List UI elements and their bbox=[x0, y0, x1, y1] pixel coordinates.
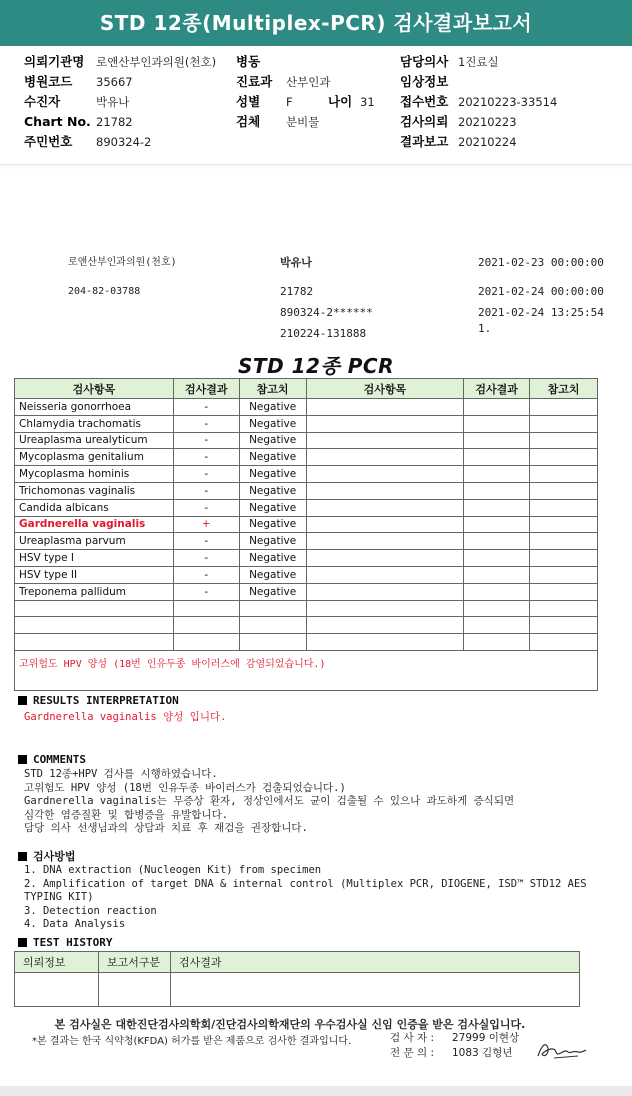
method-line: TYPING KIT) bbox=[24, 891, 94, 903]
empty-cell bbox=[306, 617, 464, 634]
tester-label: 검 사 자 : bbox=[390, 1032, 434, 1044]
comment-line: 담당 의사 선생님과의 상담과 치료 후 재검을 권장합니다. bbox=[24, 822, 308, 834]
empty-cell bbox=[464, 566, 530, 583]
doctor-value: 1083 김형년 bbox=[452, 1047, 513, 1059]
th-report-type: 보고서구분 bbox=[99, 952, 171, 973]
comments-heading bbox=[18, 753, 86, 766]
th-result-1: 검사결과 bbox=[173, 379, 239, 399]
empty-cell bbox=[464, 617, 530, 634]
test-result: - bbox=[173, 566, 239, 583]
test-result: - bbox=[173, 399, 239, 416]
empty-cell bbox=[239, 634, 306, 651]
test-item-name: Neisseria gonorrhoea bbox=[15, 399, 174, 416]
value-doctor: 1진료실 bbox=[458, 55, 499, 69]
label-patient: 수진자 bbox=[24, 94, 61, 109]
empty-cell bbox=[464, 533, 530, 550]
label-chart-no: Chart No. bbox=[24, 114, 91, 129]
doctor-line bbox=[390, 1045, 513, 1060]
empty-cell bbox=[530, 516, 598, 533]
test-result: - bbox=[173, 533, 239, 550]
reference-value: Negative bbox=[239, 482, 306, 499]
results-heading bbox=[18, 694, 179, 707]
header-row-receipt bbox=[400, 92, 557, 112]
bullet-square bbox=[18, 755, 27, 764]
test-item-name: Candida albicans bbox=[15, 499, 174, 516]
label-receipt: 접수번호 bbox=[400, 94, 449, 109]
value-specimen: 분비물 bbox=[286, 115, 320, 129]
label-age: 나이 bbox=[328, 94, 353, 109]
empty-cell bbox=[530, 583, 598, 600]
empty-cell bbox=[15, 617, 174, 634]
empty-cell bbox=[530, 617, 598, 634]
sub-page-number: 1. bbox=[478, 322, 492, 335]
test-result: - bbox=[173, 583, 239, 600]
value-clinic: 로앤산부인과의원(천호) bbox=[96, 55, 217, 69]
sub-id-masked: 890324-2****** bbox=[280, 306, 373, 319]
label-specimen: 검체 bbox=[236, 114, 261, 129]
header-row-id bbox=[24, 132, 216, 152]
empty-cell bbox=[530, 432, 598, 449]
test-result: - bbox=[173, 550, 239, 567]
table-row bbox=[15, 432, 598, 449]
history-table-header bbox=[15, 952, 580, 973]
document-title: STD 12종 PCR bbox=[238, 354, 394, 378]
empty-cell bbox=[306, 415, 464, 432]
empty-cell bbox=[173, 634, 239, 651]
empty-cell bbox=[239, 600, 306, 617]
header-info bbox=[0, 52, 632, 164]
table-row-empty bbox=[15, 600, 598, 617]
sub-clinic-block bbox=[68, 252, 177, 302]
signature-image bbox=[534, 1038, 590, 1062]
sub-chart-no: 21782 bbox=[280, 285, 314, 298]
page-bottom-strip bbox=[0, 1086, 632, 1096]
comment-line: 고위험도 HPV 양성 (18번 인유두종 바이러스가 검출되었습니다.) bbox=[24, 781, 346, 794]
label-dept: 진료과 bbox=[236, 74, 273, 89]
method-line: 2. Amplification of target DNA & internal control (Multiplex PCR, DIOGENE, ISD™ STD12 AES bbox=[24, 877, 587, 890]
table-note-row bbox=[15, 650, 598, 690]
value-request: 20210223 bbox=[458, 115, 517, 129]
bullet-square bbox=[18, 938, 27, 947]
history-heading bbox=[18, 936, 112, 949]
comments-body bbox=[24, 768, 514, 836]
empty-cell bbox=[15, 634, 174, 651]
method-heading bbox=[18, 848, 76, 864]
empty-cell bbox=[306, 566, 464, 583]
empty-cell bbox=[530, 600, 598, 617]
reference-value: Negative bbox=[239, 516, 306, 533]
test-item-name: Chlamydia trachomatis bbox=[15, 415, 174, 432]
footer-kfda-note: *본 결과는 한국 식약청(KFDA) 허가를 받은 제품으로 검사한 결과입니다. bbox=[32, 1036, 352, 1047]
method-line: 1. DNA extraction (Nucleogen Kit) from specimen bbox=[24, 864, 322, 876]
empty-cell bbox=[464, 399, 530, 416]
empty-cell bbox=[306, 449, 464, 466]
report-title: STD 12종(Multiplex-PCR) 검사결과보고서 bbox=[0, 0, 632, 46]
empty-cell bbox=[464, 550, 530, 567]
empty-cell bbox=[306, 600, 464, 617]
table-row-empty bbox=[15, 634, 598, 651]
th-test-result: 검사결과 bbox=[171, 952, 580, 973]
table-row bbox=[15, 583, 598, 600]
value-sex: F bbox=[286, 95, 293, 109]
label-hospital-code: 병원코드 bbox=[24, 74, 73, 89]
history-cell bbox=[171, 973, 580, 1007]
value-hospital-code: 35667 bbox=[96, 75, 133, 89]
header-row-specimen bbox=[236, 112, 375, 132]
sub-date-1: 2021-02-23 00:00:00 bbox=[478, 256, 604, 269]
empty-cell bbox=[464, 583, 530, 600]
table-row bbox=[15, 566, 598, 583]
history-table-row bbox=[15, 973, 580, 1007]
reference-value: Negative bbox=[239, 449, 306, 466]
empty-cell bbox=[173, 600, 239, 617]
header-row-request bbox=[400, 112, 557, 132]
empty-cell bbox=[306, 466, 464, 483]
results-text: Gardnerella vaginalis 양성 입니다. bbox=[24, 711, 227, 723]
header-row-dept bbox=[236, 72, 375, 92]
table-row bbox=[15, 466, 598, 483]
value-chart-no: 21782 bbox=[96, 115, 133, 129]
label-resident-id: 주민번호 bbox=[24, 134, 73, 149]
th-ref-1: 참고치 bbox=[239, 379, 306, 399]
table-row bbox=[15, 550, 598, 567]
sub-patient-block bbox=[280, 252, 373, 344]
test-result: - bbox=[173, 415, 239, 432]
label-doctor: 담당의사 bbox=[400, 54, 449, 69]
sub-date-2: 2021-02-24 00:00:00 bbox=[478, 285, 604, 298]
empty-cell bbox=[530, 415, 598, 432]
empty-cell bbox=[464, 600, 530, 617]
test-item-name: Ureaplasma parvum bbox=[15, 533, 174, 550]
comments-heading-text: COMMENTS bbox=[33, 753, 86, 766]
bullet-square bbox=[18, 852, 27, 861]
test-result: - bbox=[173, 499, 239, 516]
th-item-1: 검사항목 bbox=[15, 379, 174, 399]
test-result: - bbox=[173, 432, 239, 449]
reference-value: Negative bbox=[239, 415, 306, 432]
table-row bbox=[15, 399, 598, 416]
header-row-patient bbox=[24, 92, 216, 112]
reference-value: Negative bbox=[239, 566, 306, 583]
empty-cell bbox=[464, 466, 530, 483]
empty-cell bbox=[306, 634, 464, 651]
empty-cell bbox=[306, 399, 464, 416]
reference-value: Negative bbox=[239, 432, 306, 449]
reference-value: Negative bbox=[239, 583, 306, 600]
reference-value: Negative bbox=[239, 499, 306, 516]
test-item-name: Mycoplasma genitalium bbox=[15, 449, 174, 466]
table-row bbox=[15, 516, 598, 533]
header-row-chart bbox=[24, 112, 216, 132]
table-row bbox=[15, 499, 598, 516]
test-result: - bbox=[173, 466, 239, 483]
test-result: - bbox=[173, 482, 239, 499]
method-heading-text: 검사방법 bbox=[33, 850, 76, 863]
header-row-doctor bbox=[400, 52, 557, 72]
sub-receipt-no: 210224-131888 bbox=[280, 327, 367, 340]
table-row bbox=[15, 482, 598, 499]
empty-cell bbox=[530, 466, 598, 483]
hpv-note: 고위험도 HPV 양성 (18번 인유두종 바이러스에 감염되었습니다.) bbox=[15, 650, 598, 690]
th-result-2: 검사결과 bbox=[464, 379, 530, 399]
method-line: 3. Detection reaction bbox=[24, 904, 157, 917]
label-ward: 병동 bbox=[236, 54, 261, 69]
reference-value: Negative bbox=[239, 550, 306, 567]
empty-cell bbox=[464, 449, 530, 466]
method-body bbox=[24, 864, 587, 932]
header-row-sex bbox=[236, 92, 375, 112]
empty-cell bbox=[464, 499, 530, 516]
test-result: + bbox=[173, 516, 239, 533]
header-col-2 bbox=[236, 52, 375, 132]
sub-clinic-name: 로앤산부인과의원(천호) bbox=[68, 257, 177, 268]
empty-cell bbox=[530, 449, 598, 466]
empty-cell bbox=[239, 617, 306, 634]
doctor-label: 전 문 의 : bbox=[390, 1047, 434, 1059]
test-item-name: HSV type II bbox=[15, 566, 174, 583]
value-patient: 박유나 bbox=[96, 95, 130, 109]
empty-cell bbox=[306, 432, 464, 449]
header-col-3 bbox=[400, 52, 557, 152]
empty-cell bbox=[306, 499, 464, 516]
empty-cell bbox=[530, 550, 598, 567]
label-request: 검사의뢰 bbox=[400, 114, 449, 129]
empty-cell bbox=[530, 533, 598, 550]
empty-cell bbox=[15, 600, 174, 617]
history-table bbox=[14, 951, 580, 1007]
label-report: 결과보고 bbox=[400, 134, 449, 149]
empty-cell bbox=[530, 399, 598, 416]
header-row-clinic bbox=[24, 52, 216, 72]
value-age: 31 bbox=[360, 95, 375, 109]
sub-dates-block bbox=[478, 252, 604, 335]
value-dept: 산부인과 bbox=[286, 75, 331, 89]
header-col-1 bbox=[24, 52, 216, 152]
results-table bbox=[14, 378, 598, 691]
test-item-name: Ureaplasma urealyticum bbox=[15, 432, 174, 449]
history-heading-text: TEST HISTORY bbox=[33, 936, 113, 949]
header-row-ward bbox=[236, 52, 375, 72]
sub-patient-name: 박유나 bbox=[280, 256, 312, 269]
header-divider bbox=[0, 164, 632, 170]
empty-cell bbox=[173, 617, 239, 634]
results-heading-text: RESULTS INTERPRETATION bbox=[33, 694, 179, 707]
empty-cell bbox=[530, 634, 598, 651]
empty-cell bbox=[464, 516, 530, 533]
empty-cell bbox=[306, 550, 464, 567]
label-sex: 성별 bbox=[236, 94, 261, 109]
value-receipt: 20210223-33514 bbox=[458, 95, 558, 109]
th-request-info: 의뢰정보 bbox=[15, 952, 99, 973]
test-item-name: Gardnerella vaginalis bbox=[15, 516, 174, 533]
table-row bbox=[15, 449, 598, 466]
empty-cell bbox=[464, 432, 530, 449]
empty-cell bbox=[530, 499, 598, 516]
comment-line: Gardnerella vaginalis는 무증상 환자, 정상인에서도 균이 검출될 수 있으나 과도하게 증식되면 bbox=[24, 795, 515, 807]
sub-date-3: 2021-02-24 13:25:54 bbox=[478, 306, 604, 319]
method-line: 4. Data Analysis bbox=[24, 918, 126, 930]
comment-line: 심각한 염증질환 및 합병증을 유발합니다. bbox=[24, 808, 229, 821]
value-report: 20210224 bbox=[458, 135, 517, 149]
results-table-header bbox=[15, 379, 598, 399]
history-cell bbox=[99, 973, 171, 1007]
test-item-name: Mycoplasma hominis bbox=[15, 466, 174, 483]
comment-line: STD 12종+HPV 검사를 시행하였습니다. bbox=[24, 768, 218, 780]
empty-cell bbox=[464, 634, 530, 651]
table-row bbox=[15, 415, 598, 432]
empty-cell bbox=[306, 583, 464, 600]
empty-cell bbox=[306, 482, 464, 499]
table-row bbox=[15, 533, 598, 550]
label-clinic: 의뢰기관명 bbox=[24, 54, 85, 69]
reference-value: Negative bbox=[239, 466, 306, 483]
label-clinical: 임상정보 bbox=[400, 74, 449, 89]
tester-value: 27999 이현상 bbox=[452, 1032, 520, 1044]
empty-cell bbox=[530, 566, 598, 583]
empty-cell bbox=[306, 533, 464, 550]
th-item-2: 검사항목 bbox=[306, 379, 464, 399]
footer-certification: 본 검사실은 대한진단검사의학회/진단검사의학재단의 우수검사실 신임 인증을 받은 검사실입니다. bbox=[54, 1018, 526, 1031]
reference-value: Negative bbox=[239, 399, 306, 416]
table-row-empty bbox=[15, 617, 598, 634]
sub-clinic-reg: 204-82-03788 bbox=[68, 286, 141, 297]
value-resident-id: 890324-2 bbox=[96, 135, 152, 149]
empty-cell bbox=[530, 482, 598, 499]
test-item-name: Treponema pallidum bbox=[15, 583, 174, 600]
th-ref-2: 참고치 bbox=[530, 379, 598, 399]
history-cell bbox=[15, 973, 99, 1007]
test-result: - bbox=[173, 449, 239, 466]
header-row-report bbox=[400, 132, 557, 152]
empty-cell bbox=[464, 482, 530, 499]
test-item-name: HSV type I bbox=[15, 550, 174, 567]
reference-value: Negative bbox=[239, 533, 306, 550]
test-item-name: Trichomonas vaginalis bbox=[15, 482, 174, 499]
tester-line bbox=[390, 1030, 519, 1045]
header-row-hospital-code bbox=[24, 72, 216, 92]
header-row-clinical bbox=[400, 72, 557, 92]
empty-cell bbox=[306, 516, 464, 533]
bullet-square bbox=[18, 696, 27, 705]
empty-cell bbox=[464, 415, 530, 432]
